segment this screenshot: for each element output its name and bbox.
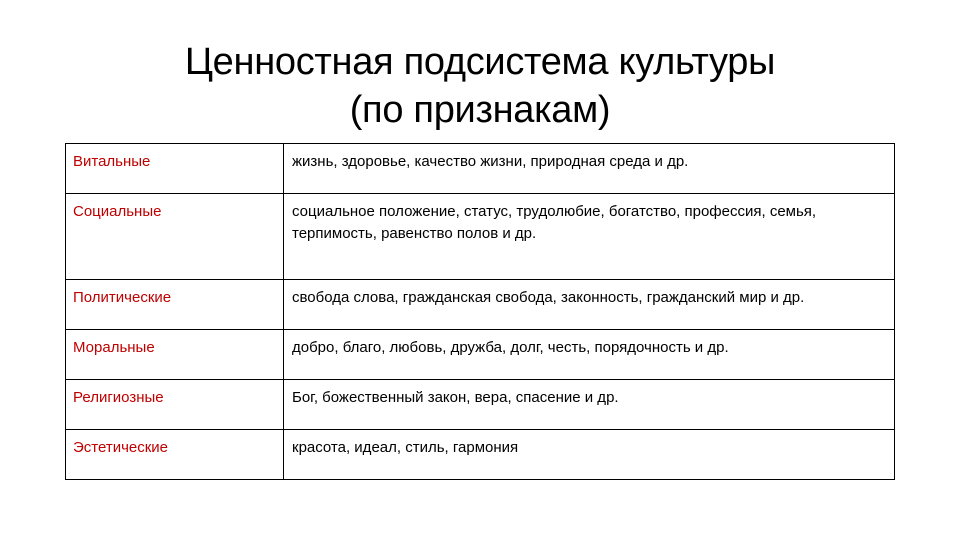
table-row — [66, 194, 895, 280]
page-title — [0, 38, 960, 134]
table-row — [66, 330, 895, 380]
values-cell: красота, идеал, стиль, гармония — [284, 430, 895, 480]
table-row — [66, 380, 895, 430]
title-line-2: (по признакам) — [349, 89, 611, 131]
table-row — [66, 430, 895, 480]
category-cell: Моральные — [66, 330, 284, 380]
category-cell: Социальные — [66, 194, 284, 280]
category-cell: Политические — [66, 280, 284, 330]
category-cell: Эстетические — [66, 430, 284, 480]
values-cell: свобода слова, гражданская свобода, законность, гражданский мир и др. — [284, 280, 895, 330]
category-cell: Религиозные — [66, 380, 284, 430]
values-cell: Бог, божественный закон, вера, спасение и др. — [284, 380, 895, 430]
values-cell: добро, благо, любовь, дружба, долг, честь, порядочность и др. — [284, 330, 895, 380]
category-cell: Витальные — [66, 144, 284, 194]
title-line-1: Ценностная подсистема культуры — [184, 41, 776, 83]
table-row — [66, 280, 895, 330]
values-cell: социальное положение, статус, трудолюбие, богатство, профессия, семья, терпимость, равенство полов и др. — [284, 194, 895, 280]
table-row — [66, 144, 895, 194]
values-table — [65, 143, 895, 480]
values-cell: жизнь, здоровье, качество жизни, природная среда и др. — [284, 144, 895, 194]
